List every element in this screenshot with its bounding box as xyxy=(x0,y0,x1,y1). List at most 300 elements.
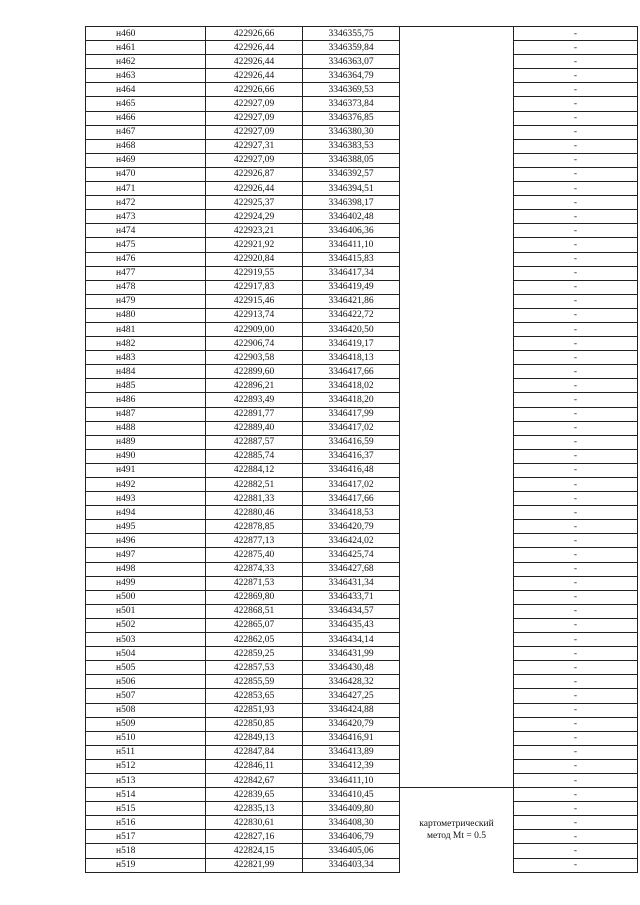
dash-cell: - xyxy=(514,280,638,294)
dash-cell: - xyxy=(514,97,638,111)
dash-cell: - xyxy=(514,562,638,576)
table-row xyxy=(86,139,638,153)
coord-x-cell: 422926,66 xyxy=(206,27,303,41)
table-row xyxy=(86,478,638,492)
coord-y-cell: 3346419,49 xyxy=(303,280,400,294)
point-name-cell: н504 xyxy=(86,647,206,661)
table-row xyxy=(86,421,638,435)
dash-cell: - xyxy=(514,788,638,802)
point-name-cell: н509 xyxy=(86,717,206,731)
point-name-cell: н484 xyxy=(86,365,206,379)
coord-y-cell: 3346428,32 xyxy=(303,675,400,689)
point-name-cell: н519 xyxy=(86,858,206,872)
point-name-cell: н487 xyxy=(86,407,206,421)
dash-cell: - xyxy=(514,252,638,266)
coord-x-cell: 422884,12 xyxy=(206,463,303,477)
coord-y-cell: 3346420,50 xyxy=(303,322,400,336)
point-name-cell: н461 xyxy=(86,41,206,55)
dash-cell: - xyxy=(514,745,638,759)
point-name-cell: н466 xyxy=(86,111,206,125)
coord-y-cell: 3346417,34 xyxy=(303,266,400,280)
table-row xyxy=(86,435,638,449)
table-row xyxy=(86,337,638,351)
table-row xyxy=(86,294,638,308)
point-name-cell: н489 xyxy=(86,435,206,449)
dash-cell: - xyxy=(514,393,638,407)
point-name-cell: н512 xyxy=(86,759,206,773)
point-name-cell: н473 xyxy=(86,210,206,224)
coord-y-cell: 3346434,57 xyxy=(303,604,400,618)
dash-cell: - xyxy=(514,548,638,562)
coord-x-cell: 422885,74 xyxy=(206,449,303,463)
coord-y-cell: 3346434,14 xyxy=(303,633,400,647)
coord-x-cell: 422855,59 xyxy=(206,675,303,689)
coord-x-cell: 422920,84 xyxy=(206,252,303,266)
coord-x-cell: 422927,09 xyxy=(206,153,303,167)
coord-y-cell: 3346363,07 xyxy=(303,55,400,69)
table-row xyxy=(86,266,638,280)
dash-cell: - xyxy=(514,576,638,590)
table-row xyxy=(86,731,638,745)
point-name-cell: н503 xyxy=(86,633,206,647)
method-label-line-2: метод Mt = 0.5 xyxy=(426,831,486,842)
point-name-cell: н498 xyxy=(86,562,206,576)
dash-cell: - xyxy=(514,675,638,689)
coord-x-cell: 422835,13 xyxy=(206,802,303,816)
point-name-cell: н464 xyxy=(86,83,206,97)
point-name-cell: н493 xyxy=(86,492,206,506)
table-row xyxy=(86,548,638,562)
dash-cell: - xyxy=(514,830,638,844)
coord-x-cell: 422926,44 xyxy=(206,182,303,196)
table-row xyxy=(86,604,638,618)
coord-x-cell: 422903,58 xyxy=(206,351,303,365)
dash-cell: - xyxy=(514,449,638,463)
point-name-cell: н506 xyxy=(86,675,206,689)
dash-cell: - xyxy=(514,182,638,196)
point-name-cell: н475 xyxy=(86,238,206,252)
coord-y-cell: 3346373,84 xyxy=(303,97,400,111)
coord-x-cell: 422827,16 xyxy=(206,830,303,844)
point-name-cell: н478 xyxy=(86,280,206,294)
coord-y-cell: 3346409,80 xyxy=(303,802,400,816)
dash-cell: - xyxy=(514,759,638,773)
coord-y-cell: 3346411,10 xyxy=(303,238,400,252)
table-row xyxy=(86,844,638,858)
coord-x-cell: 422926,87 xyxy=(206,167,303,181)
table-row xyxy=(86,111,638,125)
table-row xyxy=(86,816,638,830)
point-name-cell: н511 xyxy=(86,745,206,759)
point-name-cell: н492 xyxy=(86,478,206,492)
point-name-cell: н507 xyxy=(86,689,206,703)
table-row xyxy=(86,41,638,55)
coord-x-cell: 422882,51 xyxy=(206,478,303,492)
coord-x-cell: 422896,21 xyxy=(206,379,303,393)
dash-cell: - xyxy=(514,379,638,393)
point-name-cell: н476 xyxy=(86,252,206,266)
point-name-cell: н497 xyxy=(86,548,206,562)
point-name-cell: н505 xyxy=(86,661,206,675)
coord-y-cell: 3346422,72 xyxy=(303,308,400,322)
coord-y-cell: 3346417,02 xyxy=(303,478,400,492)
coord-x-cell: 422915,46 xyxy=(206,294,303,308)
coord-y-cell: 3346420,79 xyxy=(303,717,400,731)
dash-cell: - xyxy=(514,463,638,477)
dash-cell: - xyxy=(514,633,638,647)
coord-x-cell: 422906,74 xyxy=(206,337,303,351)
coord-y-cell: 3346406,79 xyxy=(303,830,400,844)
coord-x-cell: 422880,46 xyxy=(206,506,303,520)
dash-cell: - xyxy=(514,618,638,632)
table-row xyxy=(86,463,638,477)
point-name-cell: н510 xyxy=(86,731,206,745)
point-name-cell: н462 xyxy=(86,55,206,69)
coord-x-cell: 422846,11 xyxy=(206,759,303,773)
coord-x-cell: 422923,21 xyxy=(206,224,303,238)
coord-x-cell: 422862,05 xyxy=(206,633,303,647)
dash-cell: - xyxy=(514,844,638,858)
coord-y-cell: 3346421,86 xyxy=(303,294,400,308)
dash-cell: - xyxy=(514,41,638,55)
point-name-cell: н480 xyxy=(86,308,206,322)
point-name-cell: н463 xyxy=(86,69,206,83)
coord-y-cell: 3346364,79 xyxy=(303,69,400,83)
dash-cell: - xyxy=(514,773,638,787)
table-row xyxy=(86,506,638,520)
dash-cell: - xyxy=(514,125,638,139)
coord-y-cell: 3346411,10 xyxy=(303,773,400,787)
coord-x-cell: 422850,85 xyxy=(206,717,303,731)
coord-x-cell: 422853,65 xyxy=(206,689,303,703)
dash-cell: - xyxy=(514,816,638,830)
coord-y-cell: 3346388,05 xyxy=(303,153,400,167)
coord-y-cell: 3346394,51 xyxy=(303,182,400,196)
point-name-cell: н517 xyxy=(86,830,206,844)
coord-y-cell: 3346430,48 xyxy=(303,661,400,675)
dash-cell: - xyxy=(514,55,638,69)
coord-y-cell: 3346417,66 xyxy=(303,365,400,379)
coord-y-cell: 3346427,25 xyxy=(303,689,400,703)
coord-x-cell: 422877,13 xyxy=(206,534,303,548)
coord-x-cell: 422868,51 xyxy=(206,604,303,618)
table-row xyxy=(86,69,638,83)
table-row xyxy=(86,407,638,421)
table-row xyxy=(86,633,638,647)
point-name-cell: н472 xyxy=(86,196,206,210)
dash-cell: - xyxy=(514,266,638,280)
table-row xyxy=(86,280,638,294)
table-row xyxy=(86,322,638,336)
coord-y-cell: 3346405,06 xyxy=(303,844,400,858)
coord-x-cell: 422878,85 xyxy=(206,520,303,534)
coord-x-cell: 422881,33 xyxy=(206,492,303,506)
table-row xyxy=(86,562,638,576)
dash-cell: - xyxy=(514,210,638,224)
dash-cell: - xyxy=(514,435,638,449)
coord-x-cell: 422919,55 xyxy=(206,266,303,280)
coord-x-cell: 422924,29 xyxy=(206,210,303,224)
coord-y-cell: 3346416,48 xyxy=(303,463,400,477)
table-row xyxy=(86,182,638,196)
point-name-cell: н513 xyxy=(86,773,206,787)
dash-cell: - xyxy=(514,27,638,41)
dash-cell: - xyxy=(514,69,638,83)
coord-x-cell: 422847,84 xyxy=(206,745,303,759)
dash-cell: - xyxy=(514,717,638,731)
dash-cell: - xyxy=(514,478,638,492)
coord-y-cell: 3346435,43 xyxy=(303,618,400,632)
point-name-cell: н474 xyxy=(86,224,206,238)
coord-y-cell: 3346431,99 xyxy=(303,647,400,661)
dash-cell: - xyxy=(514,153,638,167)
dash-cell: - xyxy=(514,322,638,336)
coord-y-cell: 3346369,53 xyxy=(303,83,400,97)
coord-x-cell: 422871,53 xyxy=(206,576,303,590)
coord-x-cell: 422926,44 xyxy=(206,69,303,83)
coordinates-table xyxy=(85,26,638,873)
table-row xyxy=(86,238,638,252)
point-name-cell: н500 xyxy=(86,590,206,604)
coord-x-cell: 422926,66 xyxy=(206,83,303,97)
table-row xyxy=(86,252,638,266)
table-row xyxy=(86,83,638,97)
table-row xyxy=(86,97,638,111)
point-name-cell: н499 xyxy=(86,576,206,590)
table-row xyxy=(86,717,638,731)
dash-cell: - xyxy=(514,224,638,238)
coord-x-cell: 422839,65 xyxy=(206,788,303,802)
coord-x-cell: 422849,13 xyxy=(206,731,303,745)
coord-x-cell: 422909,00 xyxy=(206,322,303,336)
point-name-cell: н508 xyxy=(86,703,206,717)
table-row xyxy=(86,759,638,773)
dash-cell: - xyxy=(514,196,638,210)
coord-y-cell: 3346416,59 xyxy=(303,435,400,449)
dash-cell: - xyxy=(514,294,638,308)
point-name-cell: н486 xyxy=(86,393,206,407)
coord-y-cell: 3346424,88 xyxy=(303,703,400,717)
point-name-cell: н501 xyxy=(86,604,206,618)
table-row xyxy=(86,308,638,322)
coord-x-cell: 422869,80 xyxy=(206,590,303,604)
table-row xyxy=(86,830,638,844)
dash-cell: - xyxy=(514,492,638,506)
dash-cell: - xyxy=(514,703,638,717)
table-row xyxy=(86,788,638,802)
coord-y-cell: 3346413,89 xyxy=(303,745,400,759)
table-row xyxy=(86,675,638,689)
dash-cell: - xyxy=(514,421,638,435)
coord-y-cell: 3346418,02 xyxy=(303,379,400,393)
coord-y-cell: 3346427,68 xyxy=(303,562,400,576)
point-name-cell: н468 xyxy=(86,139,206,153)
coord-x-cell: 422926,44 xyxy=(206,41,303,55)
coord-y-cell: 3346416,91 xyxy=(303,731,400,745)
table-row xyxy=(86,351,638,365)
coord-y-cell: 3346420,79 xyxy=(303,520,400,534)
dash-cell: - xyxy=(514,365,638,379)
point-name-cell: н491 xyxy=(86,463,206,477)
point-name-cell: н495 xyxy=(86,520,206,534)
dash-cell: - xyxy=(514,689,638,703)
point-name-cell: н470 xyxy=(86,167,206,181)
point-name-cell: н494 xyxy=(86,506,206,520)
table-row xyxy=(86,153,638,167)
dash-cell: - xyxy=(514,83,638,97)
dash-cell: - xyxy=(514,238,638,252)
table-row xyxy=(86,27,638,41)
table-row xyxy=(86,534,638,548)
point-name-cell: н467 xyxy=(86,125,206,139)
point-name-cell: н469 xyxy=(86,153,206,167)
point-name-cell: н490 xyxy=(86,449,206,463)
point-name-cell: н502 xyxy=(86,618,206,632)
coord-y-cell: 3346406,36 xyxy=(303,224,400,238)
table-row xyxy=(86,661,638,675)
coordinates-table-body xyxy=(86,27,638,873)
coord-x-cell: 422887,57 xyxy=(206,435,303,449)
point-name-cell: н483 xyxy=(86,351,206,365)
coord-x-cell: 422917,83 xyxy=(206,280,303,294)
point-name-cell: н496 xyxy=(86,534,206,548)
dash-cell: - xyxy=(514,351,638,365)
point-name-cell: н515 xyxy=(86,802,206,816)
table-row xyxy=(86,520,638,534)
dash-cell: - xyxy=(514,337,638,351)
table-row xyxy=(86,125,638,139)
coord-y-cell: 3346417,02 xyxy=(303,421,400,435)
point-name-cell: н477 xyxy=(86,266,206,280)
point-name-cell: н471 xyxy=(86,182,206,196)
coord-y-cell: 3346415,83 xyxy=(303,252,400,266)
coord-x-cell: 422875,40 xyxy=(206,548,303,562)
coord-y-cell: 3346419,17 xyxy=(303,337,400,351)
table-row xyxy=(86,618,638,632)
coord-y-cell: 3346425,74 xyxy=(303,548,400,562)
coord-x-cell: 422851,93 xyxy=(206,703,303,717)
table-row xyxy=(86,703,638,717)
point-name-cell: н479 xyxy=(86,294,206,308)
dash-cell: - xyxy=(514,407,638,421)
coord-x-cell: 422891,77 xyxy=(206,407,303,421)
coord-y-cell: 3346424,02 xyxy=(303,534,400,548)
dash-cell: - xyxy=(514,590,638,604)
point-name-cell: н488 xyxy=(86,421,206,435)
coord-y-cell: 3346433,71 xyxy=(303,590,400,604)
table-row xyxy=(86,196,638,210)
coord-y-cell: 3346431,34 xyxy=(303,576,400,590)
coord-y-cell: 3346410,45 xyxy=(303,788,400,802)
point-name-cell: н465 xyxy=(86,97,206,111)
coord-y-cell: 3346417,66 xyxy=(303,492,400,506)
coord-y-cell: 3346418,20 xyxy=(303,393,400,407)
table-row xyxy=(86,492,638,506)
table-row xyxy=(86,858,638,872)
coord-y-cell: 3346418,13 xyxy=(303,351,400,365)
coord-x-cell: 422830,61 xyxy=(206,816,303,830)
coord-x-cell: 422893,49 xyxy=(206,393,303,407)
coord-x-cell: 422921,92 xyxy=(206,238,303,252)
table-row xyxy=(86,365,638,379)
coord-y-cell: 3346417,99 xyxy=(303,407,400,421)
coord-y-cell: 3346398,17 xyxy=(303,196,400,210)
table-row xyxy=(86,647,638,661)
table-row xyxy=(86,167,638,181)
coord-x-cell: 422865,07 xyxy=(206,618,303,632)
table-row xyxy=(86,449,638,463)
dash-cell: - xyxy=(514,802,638,816)
dash-cell: - xyxy=(514,604,638,618)
dash-cell: - xyxy=(514,647,638,661)
coord-x-cell: 422824,15 xyxy=(206,844,303,858)
table-row xyxy=(86,745,638,759)
coord-y-cell: 3346418,53 xyxy=(303,506,400,520)
point-name-cell: н485 xyxy=(86,379,206,393)
point-name-cell: н481 xyxy=(86,322,206,336)
coord-x-cell: 422927,09 xyxy=(206,111,303,125)
coord-x-cell: 422874,33 xyxy=(206,562,303,576)
coord-x-cell: 422859,25 xyxy=(206,647,303,661)
point-name-cell: н518 xyxy=(86,844,206,858)
coord-x-cell: 422899,60 xyxy=(206,365,303,379)
coord-y-cell: 3346403,34 xyxy=(303,858,400,872)
point-name-cell: н460 xyxy=(86,27,206,41)
dash-cell: - xyxy=(514,111,638,125)
coord-y-cell: 3346416,37 xyxy=(303,449,400,463)
table-row xyxy=(86,379,638,393)
coord-x-cell: 422926,44 xyxy=(206,55,303,69)
coord-y-cell: 3346376,85 xyxy=(303,111,400,125)
coord-x-cell: 422857,53 xyxy=(206,661,303,675)
table-row xyxy=(86,689,638,703)
table-row xyxy=(86,210,638,224)
coord-x-cell: 422927,31 xyxy=(206,139,303,153)
coord-x-cell: 422927,09 xyxy=(206,125,303,139)
coord-y-cell: 3346412,39 xyxy=(303,759,400,773)
coord-y-cell: 3346392,57 xyxy=(303,167,400,181)
point-name-cell: н482 xyxy=(86,337,206,351)
coord-x-cell: 422821,99 xyxy=(206,858,303,872)
dash-cell: - xyxy=(514,520,638,534)
method-cell-group-2 xyxy=(400,788,514,873)
table-row xyxy=(86,802,638,816)
point-name-cell: н516 xyxy=(86,816,206,830)
dash-cell: - xyxy=(514,308,638,322)
coord-x-cell: 422889,40 xyxy=(206,421,303,435)
coord-y-cell: 3346408,30 xyxy=(303,816,400,830)
method-cell-group-1 xyxy=(400,27,514,788)
table-row xyxy=(86,55,638,69)
coord-y-cell: 3346383,53 xyxy=(303,139,400,153)
table-row xyxy=(86,224,638,238)
coord-y-cell: 3346355,75 xyxy=(303,27,400,41)
dash-cell: - xyxy=(514,167,638,181)
coord-y-cell: 3346380,30 xyxy=(303,125,400,139)
coord-y-cell: 3346402,48 xyxy=(303,210,400,224)
point-name-cell: н514 xyxy=(86,788,206,802)
coord-x-cell: 422925,37 xyxy=(206,196,303,210)
table-row xyxy=(86,393,638,407)
dash-cell: - xyxy=(514,858,638,872)
coord-x-cell: 422927,09 xyxy=(206,97,303,111)
coord-x-cell: 422913,74 xyxy=(206,308,303,322)
method-label-line-1: картометрический xyxy=(419,819,494,830)
dash-cell: - xyxy=(514,506,638,520)
dash-cell: - xyxy=(514,534,638,548)
dash-cell: - xyxy=(514,661,638,675)
dash-cell: - xyxy=(514,139,638,153)
